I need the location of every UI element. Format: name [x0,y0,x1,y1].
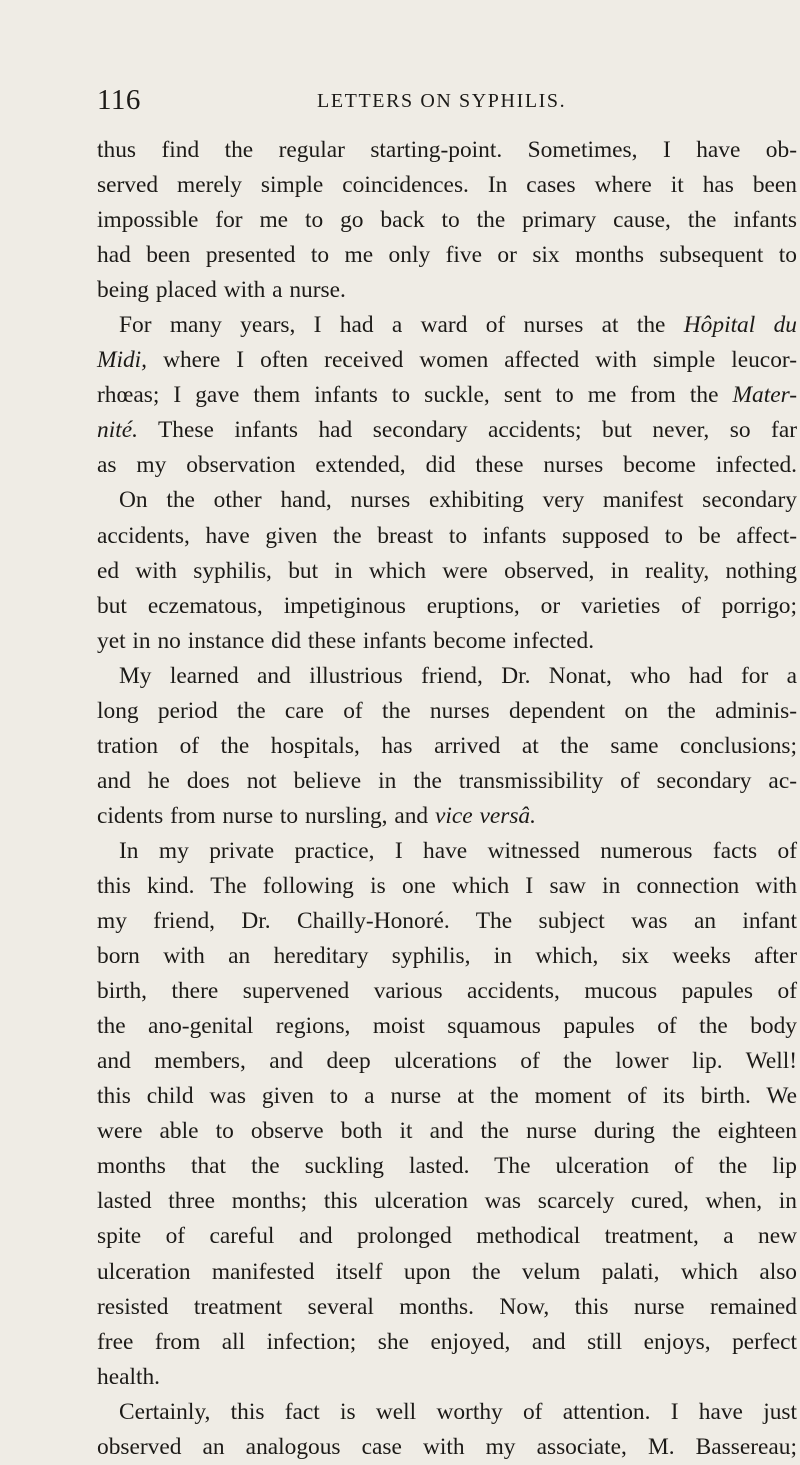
text-line: yet in no instance did these infants become infected. [97,627,595,654]
text-run: where I often received women affected with simple leucor- [147,347,797,374]
text-line: On the other hand, nurses exhibiting very manifest secondary [119,487,797,514]
text-line: this child was given to a nurse at the moment of its birth. We [97,1083,797,1110]
italic-text-run: Hôpital du [683,312,797,339]
text-line: Certainly, this fact is well worthy of attention. I have just [119,1398,797,1425]
text-line: as my observation extended, did these nurses become infected. [97,452,797,479]
text-line [97,378,797,413]
text-line: were able to observe both it and the nurse during the eighteen [97,1118,797,1145]
text-line: being placed with a nurse. [97,277,346,304]
text-line [97,308,797,343]
text-line: tration of the hospitals, has arrived at the same conclusions; [97,732,797,759]
italic-text-run: nité. [97,417,138,444]
text-line: but eczematous, impetiginous eruptions, or varieties of porrigo; [97,592,797,619]
text-line: My learned and illustrious friend, Dr. Nonat, who had for a [119,662,797,689]
text-line: thus find the regular starting-point. Sometimes, I have ob- [97,137,797,163]
text-line: lasted three months; this ulceration was scarcely cured, when, in [97,1188,797,1215]
text-line: months that the suckling lasted. The ulceration of the lip [97,1153,797,1180]
text-line: this kind. The following is one which I saw in connection with [97,872,797,899]
italic-text-run: Mater- [732,382,797,409]
text-line: and he does not believe in the transmissibility of secondary ac- [97,767,797,794]
page-number: 116 [97,84,141,116]
italic-text-run: vice versâ. [434,802,536,829]
text-line: birth, there supervened various accidents, mucous papules of [97,978,797,1005]
text-run: These infants had secondary accidents; but never, so far [137,417,797,444]
text-line: long period the care of the nurses dependent on the adminis- [97,697,797,724]
text-line: accidents, have given the breast to infants supposed to be affect- [97,522,797,549]
text-line [97,799,797,834]
text-line: resisted treatment several months. Now, this nurse remained [97,1293,797,1320]
text-line: impossible for me to go back to the primary cause, the infants [97,207,797,234]
text-line [97,413,797,448]
running-head [97,82,777,118]
text-run: For many years, I had a ward of nurses at the [119,312,684,339]
text-run: rhœas; I gave them infants to suckle, sent to me from the [97,382,733,409]
italic-text-run: Midi, [97,347,148,374]
text-line: health. [97,1363,160,1390]
text-line: born with an hereditary syphilis, in which, six weeks after [97,943,797,970]
text-line: served merely simple coincidences. In cases where it has been [97,172,797,199]
text-line: spite of careful and prolonged methodical treatment, a new [97,1223,797,1250]
text-line: the ano-genital regions, moist squamous papules of the body [97,1013,797,1040]
text-line: observed an analogous case with my associate, M. Bassereau; [97,1433,797,1460]
text-line: In my private practice, I have witnessed numerous facts of [119,837,797,864]
text-line: had been presented to me only five or six months subsequent to [97,242,797,269]
text-line: ed with syphilis, but in which were observed, in reality, nothing [97,557,797,584]
running-title: LETTERS ON SYPHILIS. [317,90,567,112]
text-run: cidents from nurse to nursling, and [97,802,435,829]
text-line: ulceration manifested itself upon the velum palati, which also [97,1258,797,1285]
text-line: free from all infection; she enjoyed, and still enjoys, perfect [97,1328,797,1355]
text-line: and members, and deep ulcerations of the lower lip. Well! [97,1048,797,1075]
text-line [97,343,797,378]
body-text [97,133,797,1465]
text-line: my friend, Dr. Chailly-Honoré. The subject was an infant [97,908,797,935]
